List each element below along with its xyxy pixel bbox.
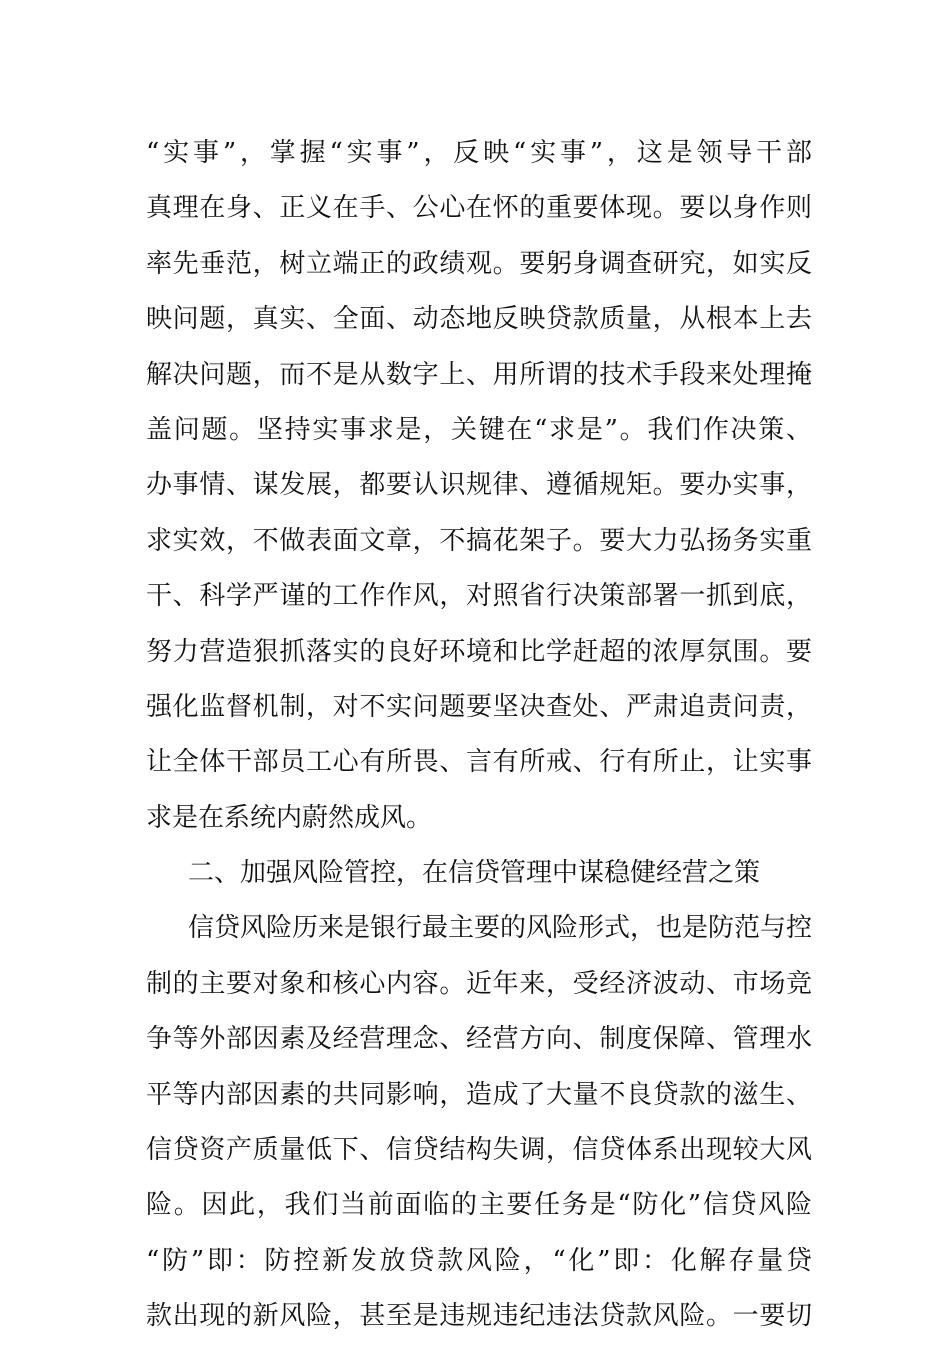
text-line: 强化监督机制，对不实问题要坚决查处、严肃追责问责， — [146, 691, 812, 722]
text-line: 款出现的新风险，甚至是违规违纪违法贷款风险。一要切 — [146, 1301, 812, 1332]
text-line: 信贷资产质量低下、信贷结构失调，信贷体系出现较大风 — [146, 1135, 812, 1166]
text-line: 险。因此，我们当前面临的主要任务是“防化”信贷风险 — [146, 1190, 812, 1221]
text-line: 盖问题。坚持实事求是，关键在“求是”。我们作决策、 — [146, 414, 812, 445]
text-line: 真理在身、正义在手、公心在怀的重要体现。要以身作则 — [146, 193, 812, 224]
text-line: 率先垂范，树立端正的政绩观。要躬身调查研究，如实反 — [146, 248, 812, 279]
document-body — [146, 126, 812, 1345]
text-line: “防”即：防控新发放贷款风险，“化”即：化解存量贷 — [146, 1245, 812, 1276]
text-line: “实事”，掌握“实事”，反映“实事”，这是领导干部 — [146, 138, 812, 168]
text-line: 平等内部因素的共同影响，造成了大量不良贷款的滋生、 — [146, 1079, 812, 1110]
paragraph-first-line: 信贷风险历来是银行最主要的风险形式，也是防范与控 — [188, 913, 812, 944]
section-heading: 二、加强风险管控，在信贷管理中谋稳健经营之策 — [188, 858, 761, 889]
paragraph-end-line: 求是在系统内蔚然成风。 — [146, 802, 433, 833]
text-line: 让全体干部员工心有所畏、言有所戒、行有所止，让实事 — [146, 747, 812, 778]
text-line: 解决问题，而不是从数字上、用所谓的技术手段来处理掩 — [146, 359, 812, 390]
text-line: 干、科学严谨的工作作风，对照省行决策部署一抓到底， — [146, 581, 812, 612]
text-line: 制的主要对象和核心内容。近年来，受经济波动、市场竞 — [146, 968, 812, 999]
text-line: 争等外部因素及经营理念、经营方向、制度保障、管理水 — [146, 1024, 812, 1055]
text-line: 映问题，真实、全面、动态地反映贷款质量，从根本上去 — [146, 304, 812, 335]
text-line: 求实效，不做表面文章，不搞花架子。要大力弘扬务实重 — [146, 525, 812, 556]
text-line: 努力营造狠抓落实的良好环境和比学赶超的浓厚氛围。要 — [146, 636, 812, 667]
text-line: 办事情、谋发展，都要认识规律、遵循规矩。要办实事， — [146, 470, 812, 501]
